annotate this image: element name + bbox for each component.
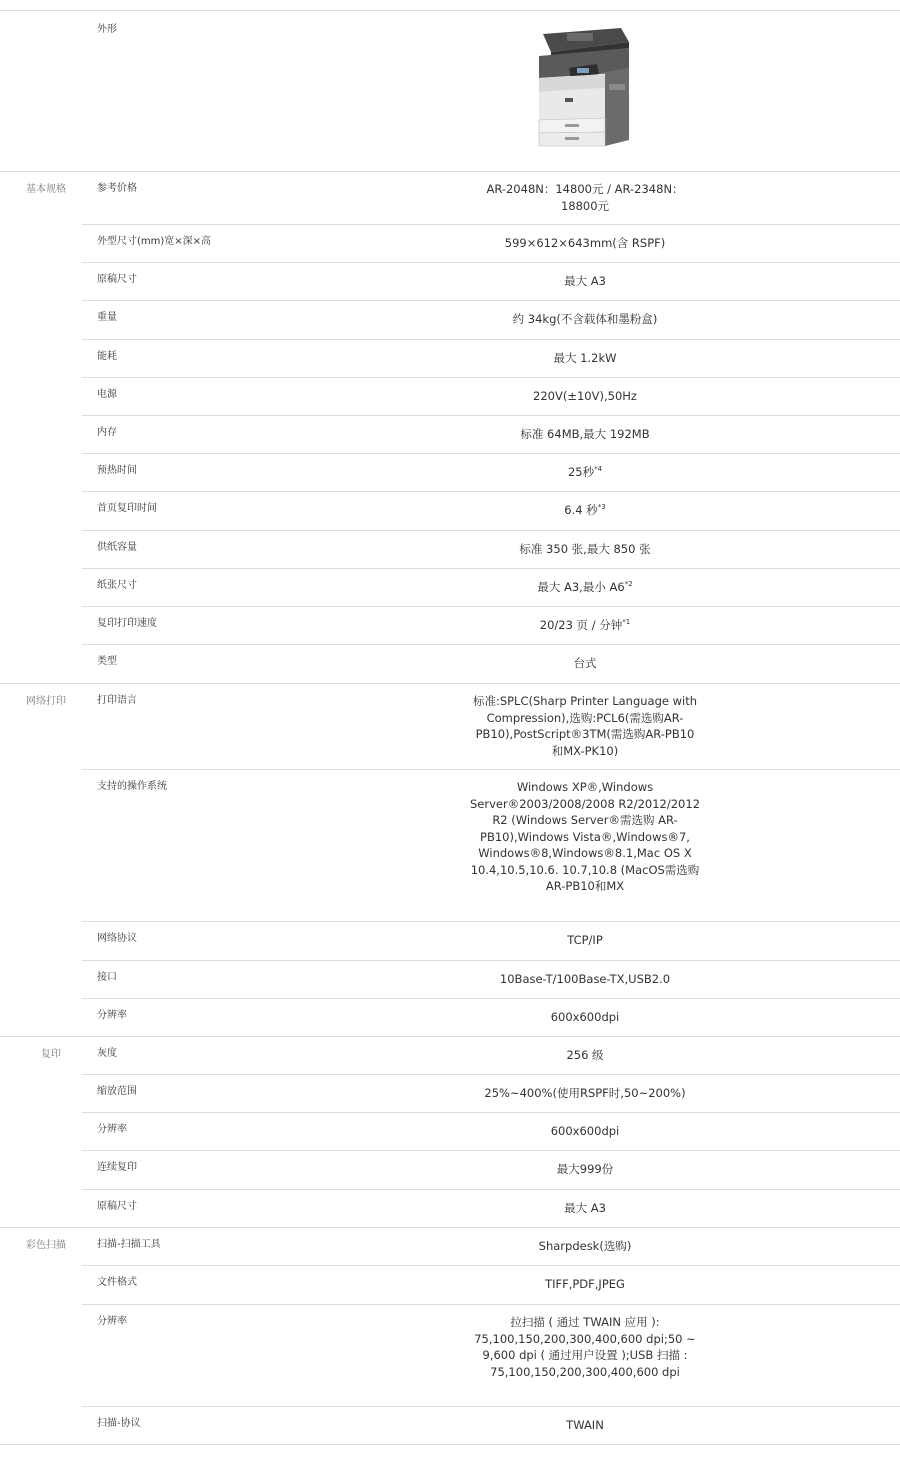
spec-value — [470, 426, 700, 443]
footnote-marker: *3 — [597, 503, 606, 512]
spec-label: 电源 — [97, 389, 117, 400]
spec-value — [470, 779, 700, 895]
spec-label: 预热时间 — [97, 465, 137, 476]
spec-value — [470, 1085, 700, 1102]
spec-value-text: 最大999份 — [556, 1162, 614, 1176]
row-divider — [82, 1406, 900, 1407]
section-category: 彩色扫描 — [26, 1240, 66, 1251]
row-divider — [82, 491, 900, 492]
spec-value — [470, 1314, 700, 1380]
spec-value — [470, 350, 700, 367]
spec-value-text: 拉扫描 ( 通过 TWAIN 应用 ): 75,100,150,200,300,400,600 dpi;50 ~ 9,600 dpi ( 通过用户设置 );USB 扫描 : 75,100,150,200,300,400,600 dpi — [474, 1315, 696, 1379]
spec-value-text: 25%~400%(使用RSPF时,50~200%) — [484, 1086, 686, 1100]
row-divider — [82, 224, 900, 225]
spec-value-text: 最大 1.2kW — [553, 351, 617, 365]
spec-value — [470, 617, 700, 634]
spec-value — [470, 579, 700, 596]
footnote-marker: *4 — [594, 465, 603, 474]
spec-value — [470, 1200, 700, 1217]
spec-value — [470, 235, 700, 252]
spec-label: 原稿尺寸 — [97, 1201, 137, 1212]
spec-label: 能耗 — [97, 351, 117, 362]
section-divider — [0, 171, 900, 172]
footnote-marker: *2 — [624, 580, 633, 589]
spec-label: 连续复印 — [97, 1162, 137, 1173]
spec-value-text: 最大 A3 — [564, 1201, 606, 1215]
footnote-marker: *1 — [622, 618, 631, 627]
spec-value-text: 256 级 — [566, 1048, 604, 1062]
spec-value-text: 标准 350 张,最大 850 张 — [519, 542, 651, 556]
row-divider — [82, 1265, 900, 1266]
spec-label: 接口 — [97, 972, 117, 983]
row-divider — [82, 453, 900, 454]
spec-value-text: 25秒 — [567, 465, 595, 479]
row-divider — [82, 1304, 900, 1305]
spec-value-text: Sharpdesk(选购) — [538, 1239, 632, 1253]
spec-label: 支持的操作系统 — [97, 781, 167, 792]
spec-label: 扫描-扫描工具 — [97, 1239, 161, 1250]
spec-value-text: AR-2048N：14800元 / AR-2348N：18800元 — [486, 182, 684, 213]
spec-label: 分辨率 — [97, 1316, 127, 1327]
spec-label: 外型尺寸(mm)宽×深×高 — [97, 236, 212, 247]
row-divider — [82, 415, 900, 416]
bottom-divider — [0, 1444, 900, 1445]
section-category: 网络打印 — [26, 696, 66, 707]
section-divider — [0, 1036, 900, 1037]
row-divider — [82, 769, 900, 770]
spec-value-text: 10Base-T/100Base-TX,USB2.0 — [499, 972, 671, 986]
spec-label: 文件格式 — [97, 1277, 137, 1288]
spec-label: 分辨率 — [97, 1124, 127, 1135]
spec-value — [470, 502, 700, 519]
row-divider — [82, 530, 900, 531]
section-category: 基本规格 — [26, 184, 66, 195]
spec-value — [470, 388, 700, 405]
row-divider — [82, 262, 900, 263]
spec-value — [470, 1047, 700, 1064]
row-divider — [82, 1189, 900, 1190]
spec-label: 类型 — [97, 656, 117, 667]
spec-value-text: TIFF,PDF,JPEG — [545, 1277, 625, 1291]
spec-label: 首页复印时间 — [97, 503, 157, 514]
spec-value — [470, 655, 700, 672]
row-divider — [82, 568, 900, 569]
row-divider — [82, 960, 900, 961]
spec-value — [470, 1009, 700, 1026]
spec-value-text: TCP/IP — [567, 933, 603, 947]
spec-value-text: 标准 64MB,最大 192MB — [520, 427, 650, 441]
spec-value — [470, 971, 700, 988]
row-divider — [82, 606, 900, 607]
spec-value-text: 600x600dpi — [550, 1124, 620, 1138]
spec-value — [470, 1161, 700, 1178]
spec-value-text: 20/23 页 / 分钟 — [539, 618, 623, 632]
spec-value-text: 599×612×643mm(含 RSPF) — [504, 236, 666, 250]
top-divider — [0, 10, 900, 11]
spec-value — [470, 932, 700, 949]
spec-value-text: 最大 A3 — [564, 274, 606, 288]
row-divider — [82, 644, 900, 645]
spec-label: 原稿尺寸 — [97, 274, 137, 285]
spec-value-text: Windows XP®,Windows Server®2003/2008/2008 R2/2012/2012 R2 (Windows Server®需选购 AR-PB10),Windows Vista®,Windows®7, Windows®8,Windows®8.1,Mac OS X 10.4,10.5,10.6. 10.7,10.8 (MacOS需选购AR-PB10和MX — [470, 780, 701, 893]
spec-value-text: 600x600dpi — [550, 1010, 620, 1024]
appearance-label: 外形 — [97, 24, 117, 35]
spec-label: 分辨率 — [97, 1010, 127, 1021]
spec-label: 重量 — [97, 312, 117, 323]
spec-value-text: 6.4 秒 — [564, 503, 598, 517]
spec-value — [470, 1417, 700, 1434]
spec-value-text: 台式 — [573, 656, 597, 670]
spec-label: 网络协议 — [97, 933, 137, 944]
section-divider — [0, 683, 900, 684]
row-divider — [82, 1150, 900, 1151]
spec-value — [470, 311, 700, 328]
spec-label: 打印语言 — [97, 695, 137, 706]
spec-value-text: 220V(±10V),50Hz — [533, 389, 637, 403]
spec-label: 参考价格 — [97, 183, 137, 194]
row-divider — [82, 1112, 900, 1113]
section-category: 复印 — [41, 1049, 61, 1060]
spec-label: 扫描-协议 — [97, 1418, 141, 1429]
row-divider — [82, 998, 900, 999]
spec-value — [470, 1276, 700, 1293]
spec-label: 缩放范围 — [97, 1086, 137, 1097]
spec-value — [470, 464, 700, 481]
row-divider — [82, 377, 900, 378]
spec-label: 灰度 — [97, 1048, 117, 1059]
spec-value-text: 标准:SPLC(Sharp Printer Language with Compression),选购:PCL6(需选购AR-PB10),PostScript®3TM(需选购AR-PB10和MX-PK10) — [472, 694, 698, 758]
spec-value — [470, 273, 700, 290]
row-divider — [82, 300, 900, 301]
spec-value — [470, 1123, 700, 1140]
section-divider — [0, 1227, 900, 1228]
spec-value — [470, 181, 700, 214]
spec-value-text: 约 34kg(不含载体和墨粉盒) — [512, 312, 658, 326]
spec-label: 复印打印速度 — [97, 618, 157, 629]
spec-value-text: 最大 A3,最小 A6 — [537, 580, 625, 594]
spec-value-text: TWAIN — [566, 1418, 604, 1432]
spec-value — [470, 541, 700, 558]
spec-label: 供纸容量 — [97, 542, 137, 553]
row-divider — [82, 921, 900, 922]
spec-label: 内存 — [97, 427, 117, 438]
spec-label: 纸张尺寸 — [97, 580, 137, 591]
row-divider — [82, 1074, 900, 1075]
spec-value — [470, 1238, 700, 1255]
copier-photo — [533, 22, 633, 152]
row-divider — [82, 339, 900, 340]
spec-value — [470, 693, 700, 759]
